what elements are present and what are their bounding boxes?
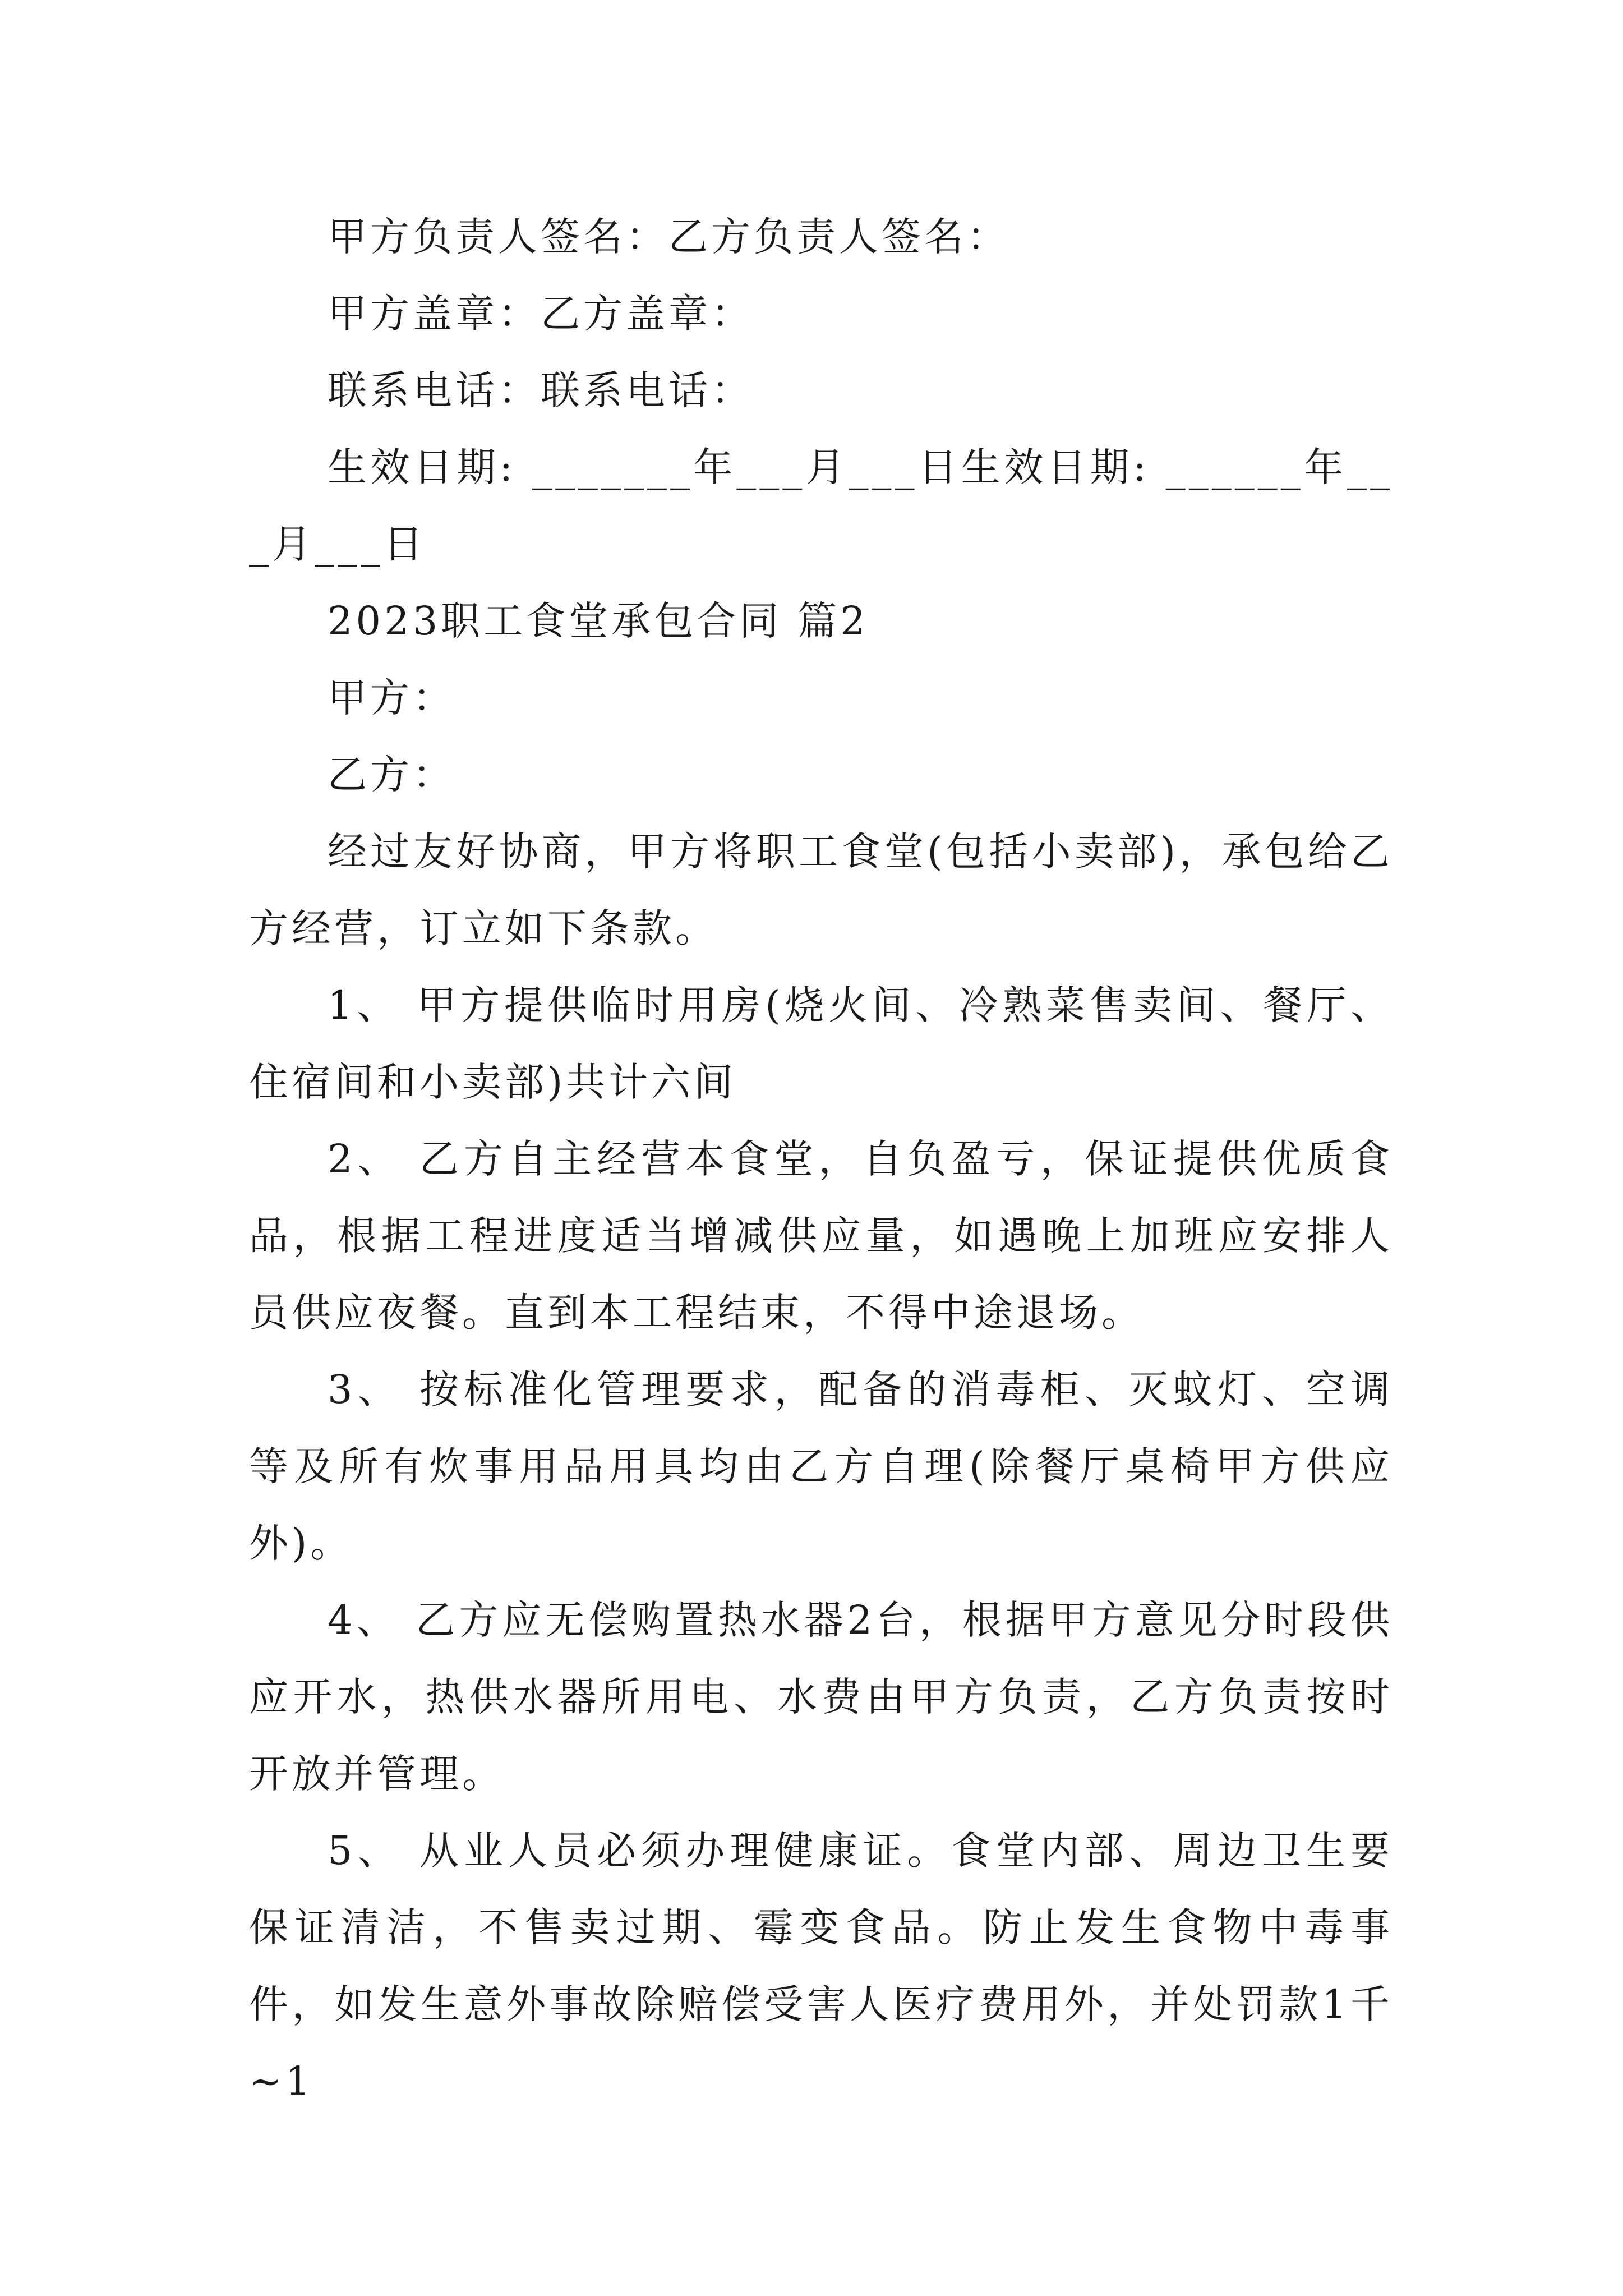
clause-2: 2、 乙方自主经营本食堂，自负盈亏，保证提供优质食品，根据工程进度适当增减供应量，如遇晚上加班应安排人员供应夜餐。直到本工程结束，不得中途退场。 [249, 1136, 1393, 1336]
intro-paragraph: 经过友好协商，甲方将职工食堂(包括小卖部)，承包给乙方经营，订立如下条款。 [249, 829, 1393, 951]
clause-4: 4、 乙方应无偿购置热水器2台，根据甲方意见分时段供应开水，热供水器所用电、水费由甲方负责，乙方负责按时开放并管理。 [249, 1597, 1393, 1797]
clause-3: 3、 按标准化管理要求，配备的消毒柜、灭蚊灯、空调等及所有炊事用品用具均由乙方自理(除餐厅桌椅甲方供应外)。 [249, 1366, 1393, 1566]
clause-5: 5、 从业人员必须办理健康证。食堂内部、周边卫生要保证清洁，不售卖过期、霉变食品。防止发生食物中毒事件，如发生意外事故除赔偿受害人医疗费用外，并处罚款1千~1 [249, 1828, 1393, 2104]
contact-phone-line: 联系电话：联系电话： [328, 367, 754, 413]
signature-line-responsible: 甲方负责人签名：乙方负责人签名： [328, 214, 1009, 260]
effective-date-line: 生效日期: _______年___月___日生效日期: ______年___月___日 [249, 444, 1393, 567]
signature-line-seal: 甲方盖章：乙方盖章： [328, 291, 754, 337]
document-body [249, 199, 1393, 2120]
party-a-line: 甲方： [328, 675, 455, 721]
party-b-line: 乙方： [328, 752, 455, 798]
section-heading: 2023职工食堂承包合同 篇2 [328, 598, 869, 644]
clause-1: 1、 甲方提供临时用房(烧火间、冷熟菜售卖间、餐厅、住宿间和小卖部)共计六间 [249, 982, 1393, 1105]
